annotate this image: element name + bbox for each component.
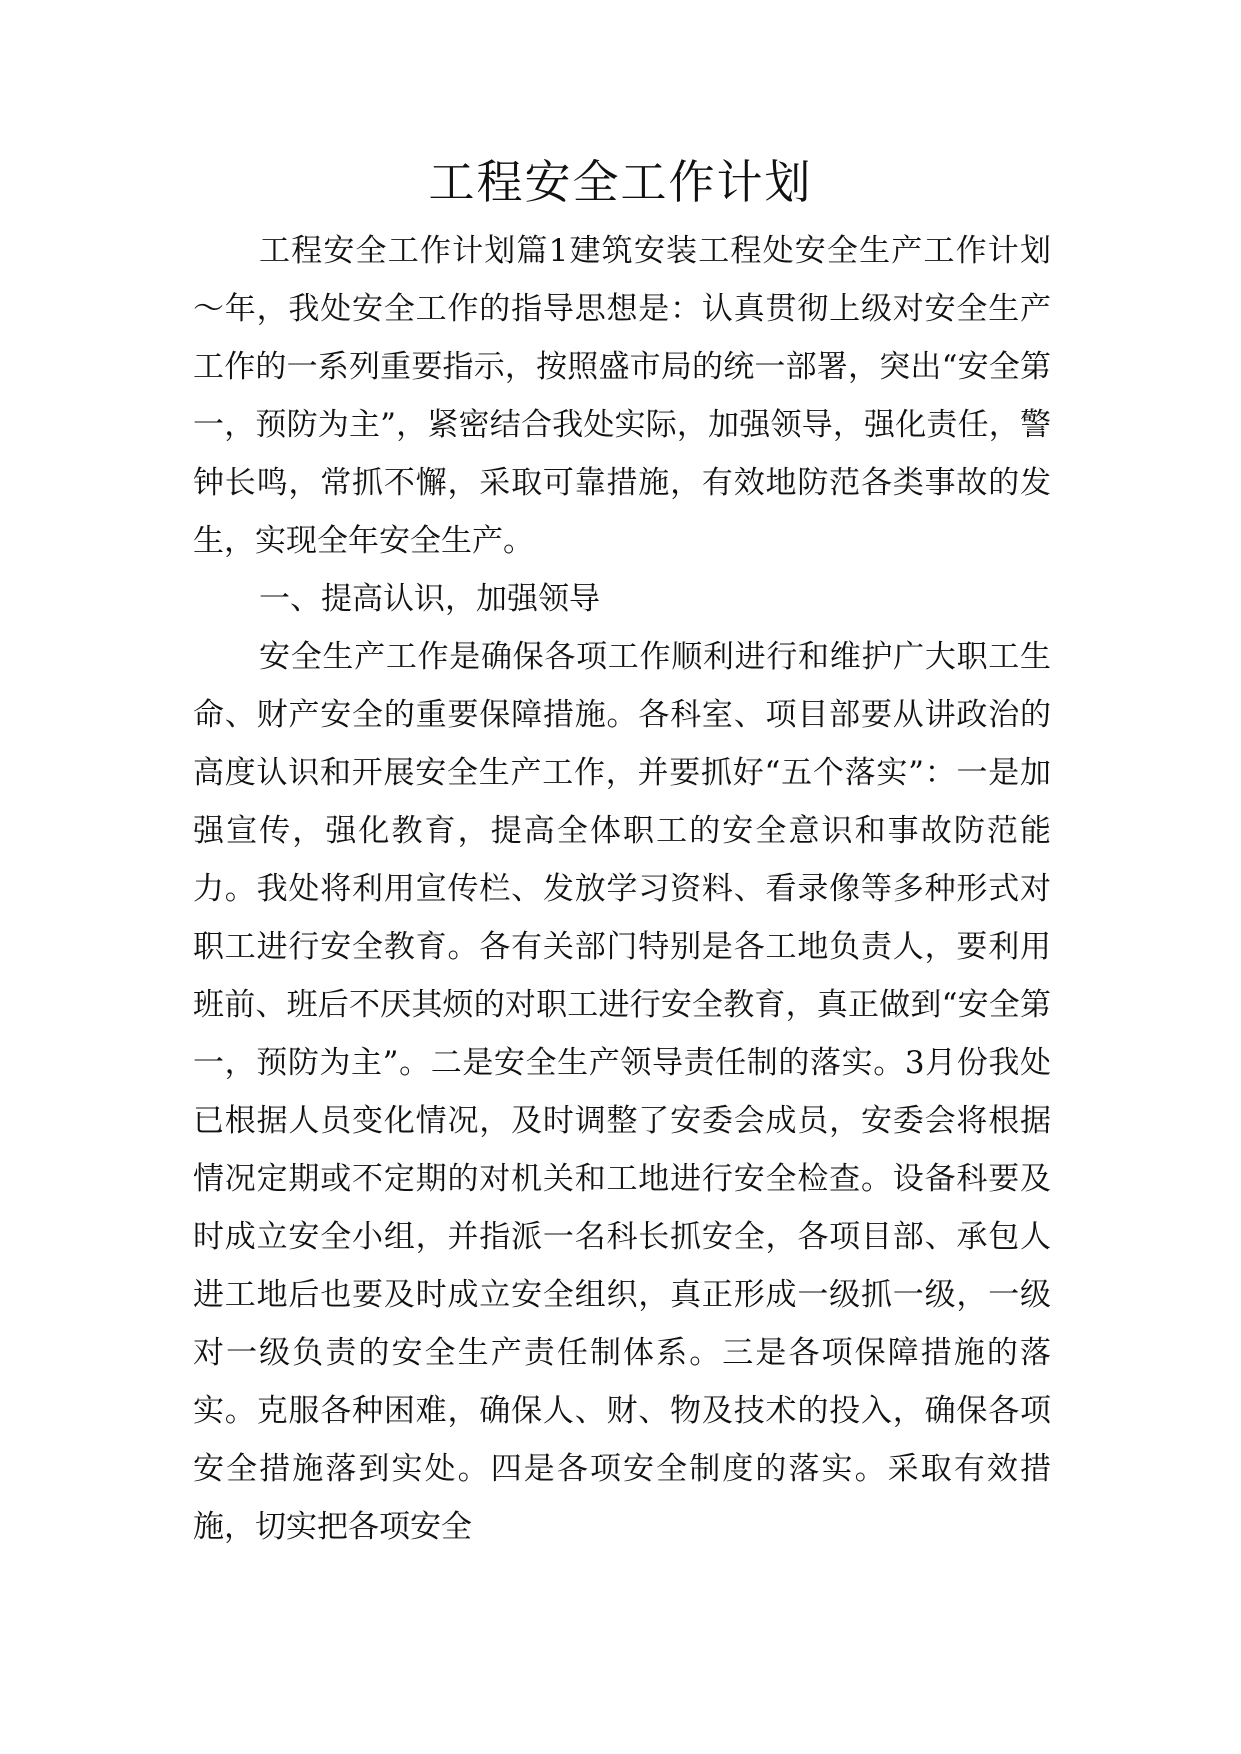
section-heading-1: 一、提高认识，加强领导 xyxy=(259,581,600,617)
document-body xyxy=(193,222,1051,1556)
paragraph-intro: 工程安全工作计划篇1建筑安装工程处安全生产工作计划～年，我处安全工作的指导思想是：认真贯彻上级对安全生产工作的一系列重要指示，按照盛市局的统一部署，突出“安全第一，预防为主”，紧密结合我处实际，加强领导，强化责任，警钟长鸣，常抓不懈，采取可靠措施，有效地防范各类事故的发生，实现全年安全生产。 xyxy=(193,233,1051,559)
document-title: 工程安全工作计划 xyxy=(428,155,813,209)
paragraph-section-1: 安全生产工作是确保各项工作顺利进行和维护广大职工生命、财产安全的重要保障措施。各科室、项目部要从讲政治的高度认识和开展安全生产工作，并要抓好“五个落实”：一是加强宣传，强化教育，提高全体职工的安全意识和事故防范能力。我处将利用宣传栏、发放学习资料、看录像等多种形式对职工进行安全教育。各有关部门特别是各工地负责人，要利用班前、班后不厌其烦的对职工进行安全教育，真正做到“安全第一，预防为主”。二是安全生产领导责任制的落实。3月份我处已根据人员变化情况，及时调整了安委会成员，安委会将根据情况定期或不定期的对机关和工地进行安全检查。设备科要及时成立安全小组，并指派一名科长抓安全，各项目部、承包人进工地后也要及时成立安全组织，真正形成一级抓一级，一级对一级负责的安全生产责任制体系。三是各项保障措施的落实。克服各种困难，确保人、财、物及技术的投入，确保各项安全措施落到实处。四是各项安全制度的落实。采取有效措施，切实把各项安全 xyxy=(193,639,1051,1545)
